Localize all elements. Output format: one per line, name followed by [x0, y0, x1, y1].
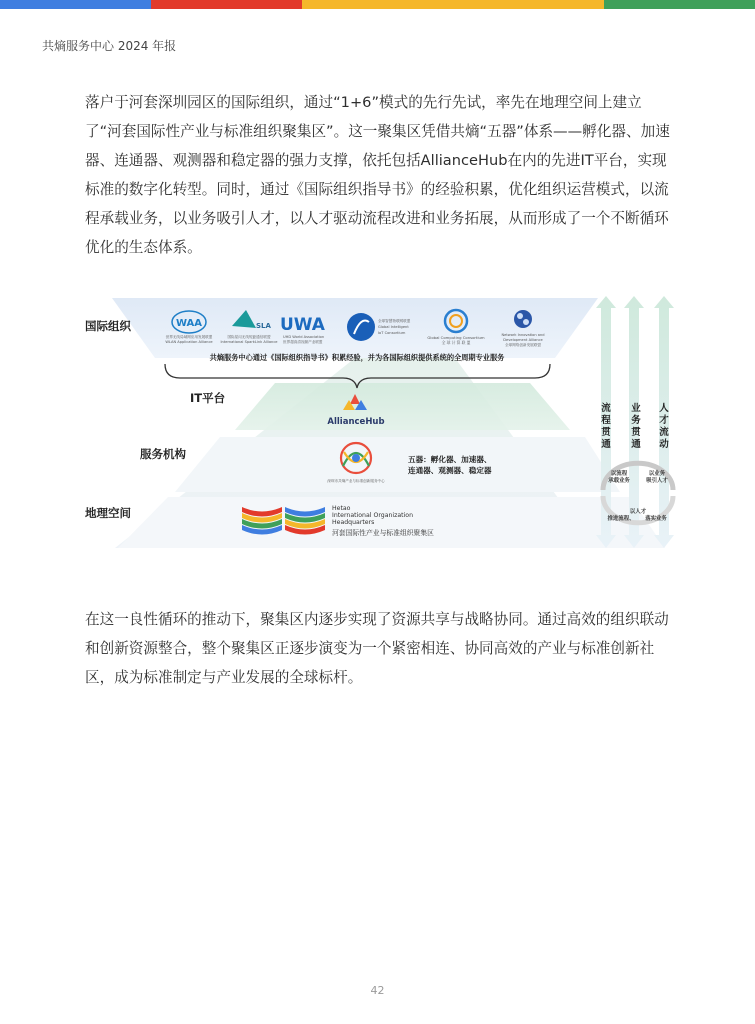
cycle-text-2a: 以业务 [648, 471, 666, 477]
it-platform-layer [235, 383, 570, 430]
svg-text:Global Computing Consortium: Global Computing Consortium [427, 335, 485, 340]
svg-text:Development Alliance: Development Alliance [503, 338, 543, 342]
svg-text:世界超高清视频产业联盟: 世界超高清视频产业联盟 [283, 340, 323, 344]
svg-text:流: 流 [659, 427, 669, 438]
svg-text:WLAN Application Alliance: WLAN Application Alliance [165, 340, 213, 344]
hetao-en-2: International Organization [332, 512, 414, 519]
cycle-text-1b: 承载业务 [608, 478, 630, 484]
svg-text:UWA: UWA [280, 315, 325, 335]
svg-text:务: 务 [631, 415, 641, 426]
closing-paragraph: 在这一良性循环的推动下，聚集区内逐步实现了资源共享与战略协同。通过高效的组织联动和创新资源整合，整个聚集区正逐步演变为一个紧密相连、协同高效的产业与标准创新社区，成为标准制定与产业发展的全球标杆。 [85, 611, 669, 686]
guide-text: 共熵服务中心通过《国际组织指导书》积累经验，并为各国际组织提供系统的全周期专业服务 [209, 353, 505, 362]
svg-text:流: 流 [601, 403, 611, 414]
page-number: 42 [370, 984, 385, 997]
geo-space-layer [118, 497, 665, 548]
layer-label-geo-space: 地理空间 [85, 506, 131, 520]
svg-text:IoT Consortium: IoT Consortium [378, 331, 406, 335]
svg-text:程: 程 [601, 415, 611, 426]
hetao-en-3: Headquarters [332, 519, 375, 526]
cycle-text-3: 以人才 [629, 509, 647, 515]
cycle-text-1a: 以流程 [610, 471, 628, 477]
svg-text:AllianceHub: AllianceHub [327, 417, 385, 427]
svg-text:SLA: SLA [256, 322, 271, 330]
svg-text:通: 通 [601, 439, 611, 450]
svg-text:国际星闪无线短距通信联盟: 国际星闪无线短距通信联盟 [227, 335, 271, 339]
svg-text:Network Innovation and: Network Innovation and [501, 333, 545, 337]
svg-text:贯: 贯 [601, 427, 611, 438]
svg-text:全球网络创新发展联盟: 全球网络创新发展联盟 [505, 343, 541, 347]
svg-text:WAA: WAA [175, 318, 203, 329]
cycle-text-2b: 吸引人才 [646, 478, 668, 484]
svg-text:通: 通 [631, 439, 641, 450]
cycle-text-4a: 推进流程、 [607, 516, 635, 522]
org-logo-uwa [280, 315, 326, 344]
five-tools-line1: 五器：孵化器、加速器、 [408, 455, 492, 464]
svg-text:UHD World Association: UHD World Association [283, 335, 325, 339]
svg-text:深圳市共熵产业与标准创新服务中心: 深圳市共熵产业与标准创新服务中心 [327, 479, 385, 483]
svg-text:才: 才 [659, 415, 669, 426]
svg-text:Global Intelligent: Global Intelligent [378, 325, 409, 329]
layer-label-it-platform: IT平台 [190, 391, 226, 405]
layer-label-intl-org: 国际组织 [85, 319, 131, 333]
svg-text:业: 业 [631, 403, 641, 414]
intro-paragraph: 落户于河套深圳园区的国际组织，通过“1+6”模式的先行先试，率先在地理空间上建立了“河套国际性产业与标准组织聚集区”。这一聚集区凭借共熵“五器”体系——孵化器、加速器、连通器、观测器和稳定器的强力支撑，依托包括AllianceHub在内的先进IT平台，实现标准的数字化转型。同时，通过《国际组织指导书》的经验积累，优化组织运营模式，以流程承载业务，以业务吸引人才，以人才驱动流程改进和业务拓展，从而形成了一个不断循环优化的生态体系。 [85, 94, 670, 256]
svg-text:全球智慧物联网联盟: 全球智慧物联网联盟 [378, 319, 411, 323]
cycle-text-4b: 落实业务 [645, 516, 667, 522]
service-org-layer [175, 437, 620, 492]
svg-text:世界无线局域网应用发展联盟: 世界无线局域网应用发展联盟 [165, 335, 213, 339]
svg-text:全 球 计 算 联 盟: 全 球 计 算 联 盟 [441, 340, 471, 345]
report-header: 共熵服务中心 2024 年报 [42, 39, 177, 53]
svg-text:International SparkLink Allian: International SparkLink Alliance [220, 340, 278, 344]
hetao-en-1: Hetao [332, 505, 351, 512]
hetao-cn: 河套国际性产业与标准组织聚集区 [332, 529, 434, 537]
svg-text:动: 动 [659, 439, 669, 450]
five-tools-line2: 连通器、观测器、稳定器 [408, 466, 492, 475]
svg-text:贯: 贯 [631, 427, 641, 438]
layer-label-service-org: 服务机构 [140, 447, 186, 461]
svg-text:人: 人 [659, 403, 669, 414]
